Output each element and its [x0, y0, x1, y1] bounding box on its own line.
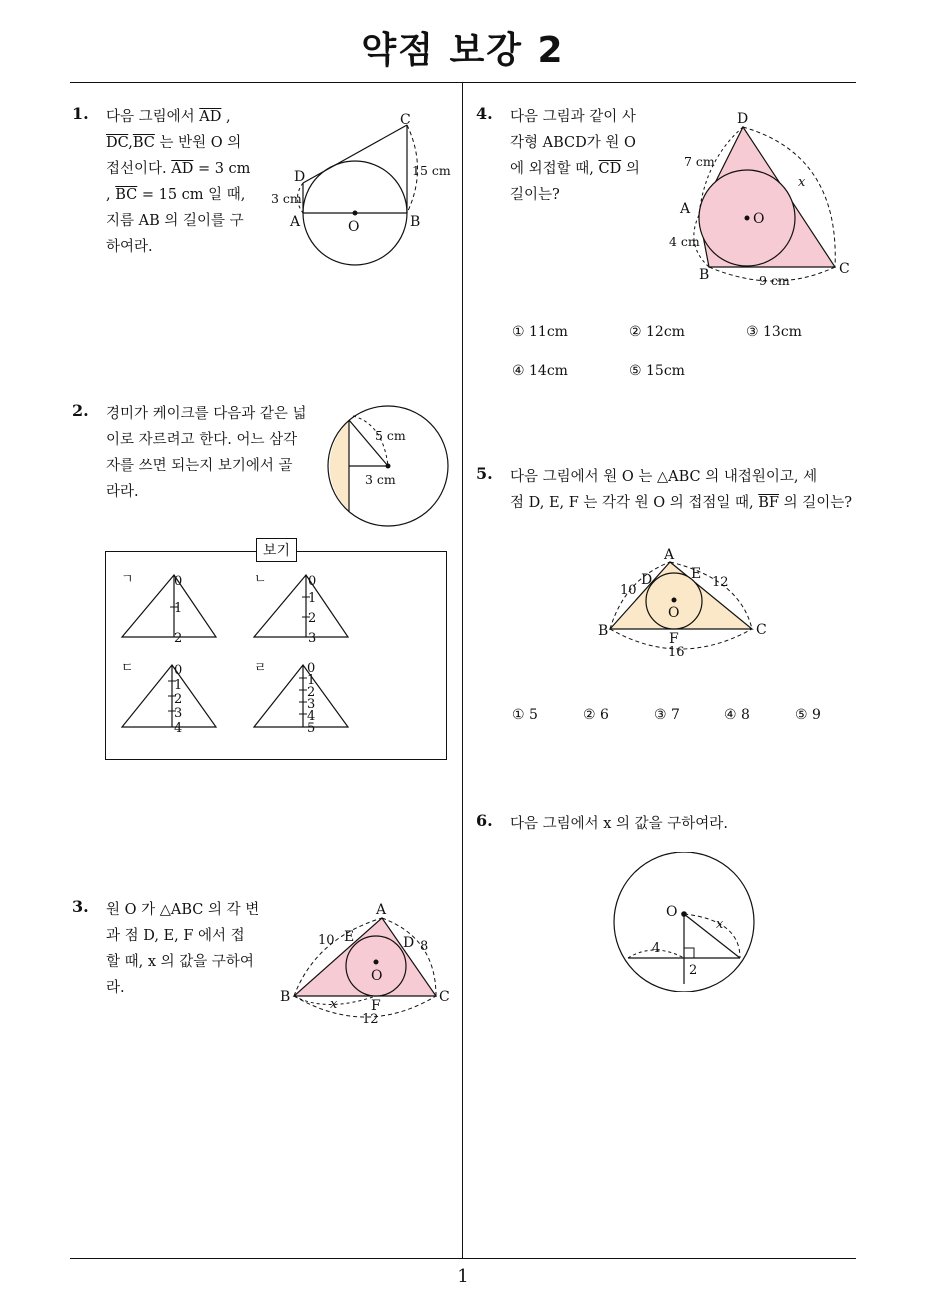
svg-text:A: A: [664, 547, 675, 563]
page-number: 1: [457, 1266, 469, 1287]
q3-number: 3.: [72, 897, 89, 916]
svg-text:D: D: [403, 935, 415, 951]
svg-text:O: O: [371, 968, 383, 984]
bogi-triangles: [106, 565, 444, 755]
q4-figure: [665, 105, 865, 290]
q5-text: 다음 그림에서 원 O 는 △ABC 의 내접원이고, 세 점 D, E, F 는 각각 원 O 의 접점일 때, $\overline{BF}$ 의 길이는?: [510, 469, 852, 511]
svg-text:x: x: [330, 997, 338, 1012]
q1-number: 1.: [72, 104, 89, 123]
svg-text:4: 4: [652, 941, 661, 956]
svg-text:2: 2: [689, 963, 698, 978]
svg-text:D: D: [641, 572, 653, 588]
svg-text:x: x: [798, 175, 806, 190]
svg-text:C: C: [839, 261, 850, 277]
svg-text:A: A: [376, 902, 387, 918]
q5-choice-4[interactable]: ④ 8: [724, 707, 750, 723]
bottom-rule: [70, 1258, 856, 1259]
q3-text: 원 O 가 △ABC 의 각 변 과 점 D, E, F 에서 접 할 때, x 의 값을 구하여 라.: [106, 902, 260, 996]
q5-choice-5[interactable]: ⑤ 9: [795, 707, 821, 723]
q5-choice-1[interactable]: ① 5: [512, 707, 538, 723]
svg-text:7 cm: 7 cm: [684, 154, 715, 169]
svg-text:E: E: [691, 566, 702, 582]
svg-text:0: 0: [308, 574, 317, 589]
q1-tangent-dc: [303, 125, 407, 183]
svg-text:O: O: [753, 211, 765, 227]
q1-figure: [268, 105, 458, 275]
svg-text:16: 16: [668, 645, 685, 660]
bogi-label-a: ㄱ: [121, 572, 134, 587]
svg-text:1: 1: [307, 673, 316, 688]
svg-text:4: 4: [174, 721, 183, 736]
svg-text:O: O: [668, 605, 680, 621]
svg-text:3: 3: [308, 631, 317, 646]
svg-text:9 cm: 9 cm: [759, 273, 790, 288]
svg-text:1: 1: [174, 678, 183, 693]
top-rule: [70, 82, 856, 83]
q3-figure: [276, 898, 456, 1033]
svg-text:F: F: [371, 998, 381, 1014]
q4-text: 다음 그림과 같이 사 각형 ABCD가 원 O 에 외접할 때, $\overline{CD}$ 의 길이는?: [510, 109, 640, 203]
svg-text:E: E: [344, 929, 355, 945]
q4-choice-2[interactable]: ② 12cm: [629, 324, 685, 340]
q1-label-3cm: 3 cm: [271, 191, 302, 206]
q4-number: 4.: [476, 104, 493, 123]
bogi-label-d: ㄹ: [254, 661, 267, 676]
svg-text:4: 4: [307, 709, 316, 724]
q6-text: 다음 그림에서 x 의 값을 구하여라.: [510, 816, 728, 832]
page-title: 약점 보강 2: [361, 30, 565, 71]
q2-label-5cm: 5 cm: [375, 428, 406, 443]
bogi-label-c: ㄷ: [121, 661, 134, 676]
svg-text:x: x: [716, 917, 724, 932]
column-divider: [462, 83, 463, 1258]
svg-text:2: 2: [174, 631, 183, 646]
q1-label-c: C: [400, 112, 411, 128]
svg-text:A: A: [680, 201, 691, 217]
q2-cake-piece: [330, 421, 349, 511]
q4-choice-3[interactable]: ③ 13cm: [746, 324, 802, 340]
svg-text:F: F: [669, 631, 679, 647]
svg-text:B: B: [699, 267, 710, 283]
q1-label-15cm: 15 cm: [412, 163, 451, 178]
q5-choice-2[interactable]: ② 6: [583, 707, 609, 723]
svg-text:5: 5: [307, 721, 316, 736]
svg-text:10: 10: [620, 583, 637, 598]
q4-choice-4[interactable]: ④ 14cm: [512, 363, 568, 379]
svg-text:10: 10: [318, 933, 335, 948]
q6-number: 6.: [476, 811, 493, 830]
svg-text:12: 12: [362, 1012, 379, 1027]
svg-text:4 cm: 4 cm: [669, 234, 700, 249]
q2-number: 2.: [72, 401, 89, 420]
svg-text:0: 0: [174, 663, 183, 678]
svg-text:0: 0: [174, 574, 183, 589]
svg-text:D: D: [737, 111, 749, 127]
svg-text:3: 3: [307, 697, 316, 712]
svg-text:2: 2: [307, 685, 316, 700]
q2-figure: [325, 404, 455, 529]
svg-text:12: 12: [712, 575, 729, 590]
svg-text:3: 3: [174, 706, 183, 721]
q2-text: 경미가 케이크를 다음과 같은 넓 이로 자르려고 한다. 어느 삼각 자를 쓰면 되는지 보기에서 골 라라.: [106, 406, 307, 500]
svg-text:1: 1: [308, 591, 317, 606]
q4-choice-1[interactable]: ① 11cm: [512, 324, 568, 340]
svg-text:8: 8: [420, 939, 429, 954]
svg-text:0: 0: [307, 661, 316, 676]
svg-text:2: 2: [174, 692, 183, 707]
q6-figure: [608, 852, 764, 992]
svg-text:B: B: [598, 623, 609, 639]
q5-figure: [590, 544, 780, 664]
q5-number: 5.: [476, 464, 493, 483]
q1-label-o: O: [348, 219, 360, 235]
q1-label-b: B: [410, 214, 421, 230]
bogi-label-b: ㄴ: [254, 572, 267, 587]
svg-text:C: C: [439, 989, 450, 1005]
svg-text:O: O: [666, 904, 678, 920]
svg-text:B: B: [280, 989, 291, 1005]
svg-text:2: 2: [308, 611, 317, 626]
q3-incircle: [346, 936, 406, 996]
svg-text:1: 1: [174, 601, 183, 616]
q5-choice-3[interactable]: ③ 7: [654, 707, 680, 723]
q1-label-a: A: [290, 214, 301, 230]
bogi-title: 보기: [256, 538, 297, 562]
q1-label-d: D: [294, 169, 306, 185]
q1-text: 다음 그림에서 $\overline{AD}$ , $\overline{DC},\overline{BC}$ 는 반원 O 의 접선이다. $\overline{AD} = 3$ cm , $\overline{BC} = 15$ cm 일 때, 지름 AB 의 길이를 구 하여라.: [106, 109, 251, 255]
q4-choice-5[interactable]: ⑤ 15cm: [629, 363, 685, 379]
svg-text:C: C: [756, 622, 767, 638]
q2-label-3cm: 3 cm: [365, 472, 396, 487]
